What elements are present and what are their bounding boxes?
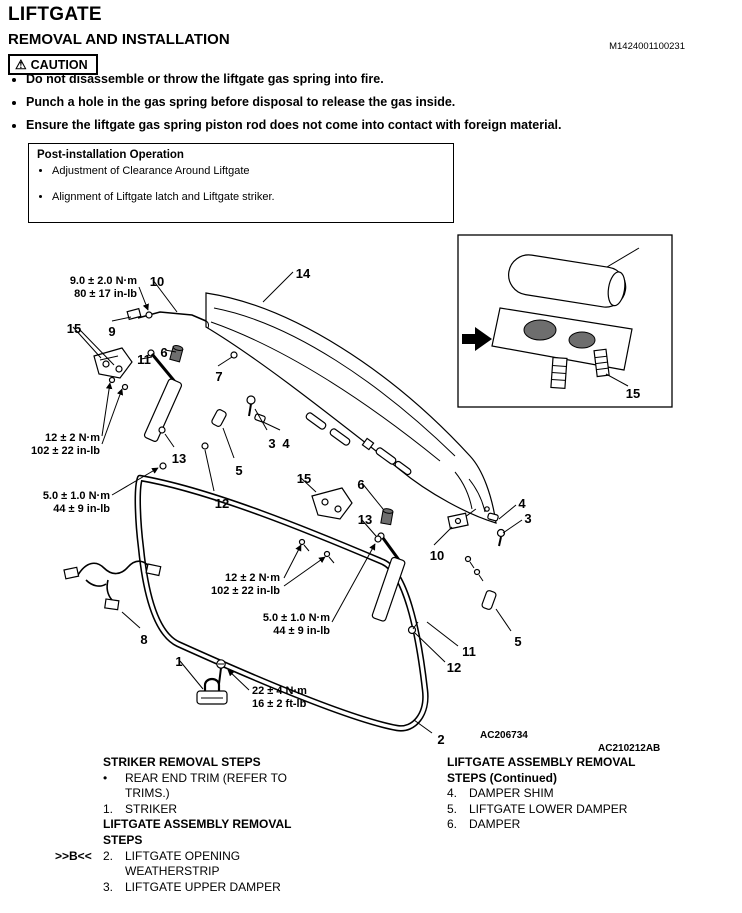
- step-marker: 2.: [103, 848, 114, 863]
- callout-6: 6: [160, 345, 168, 360]
- figure-code: AC206734: [480, 730, 528, 741]
- step-tag: [55, 802, 103, 818]
- exploded-diagram: [0, 228, 742, 756]
- upper-damper-parts: [247, 396, 266, 423]
- callout-15-inset: 15: [625, 386, 641, 401]
- callout-5: 5: [514, 634, 522, 649]
- callout-14: 14: [295, 266, 311, 281]
- inset-detail-box: [458, 235, 672, 407]
- lower-damper-right: [481, 590, 497, 610]
- callout-2: 2: [437, 732, 445, 747]
- striker-steps-title: STRIKER REMOVAL STEPS: [103, 755, 261, 769]
- caution-item: • Ensure the liftgate gas spring piston rod does not come into contact with foreign material.: [26, 118, 736, 132]
- torque-label: 80 ± 17 in-lb: [74, 288, 137, 300]
- step-text: DAMPER SHIM: [469, 786, 554, 801]
- doc-code: M1424001100231: [609, 41, 685, 52]
- hinge-upper: [94, 348, 132, 390]
- torque-label: 5.0 ± 1.0 N·m: [42, 490, 110, 502]
- step-item: [55, 802, 360, 818]
- callout-4: 4: [282, 436, 290, 451]
- step-tag: >>B<<: [55, 848, 92, 863]
- striker-assembly: [197, 660, 227, 704]
- caution-item: • Punch a hole in the gas spring before disposal to release the gas inside.: [26, 95, 736, 109]
- step-item: [447, 786, 665, 802]
- step-tag: [55, 771, 103, 802]
- step-text: LIFTGATE LOWER DAMPER: [469, 801, 628, 816]
- section-title: REMOVAL AND INSTALLATION: [8, 31, 230, 48]
- latch-stud: [594, 349, 609, 376]
- callout-7: 7: [215, 369, 223, 384]
- torque-label: 5.0 ± 1.0 N·m: [262, 612, 330, 624]
- reference-code: AC210212AB: [598, 743, 661, 754]
- torque-label: 102 ± 22 in-lb: [30, 445, 100, 457]
- post-installation-item: • Adjustment of Clearance Around Liftgate: [52, 165, 445, 177]
- callout-11: 11: [462, 644, 476, 659]
- assembly-steps-continued-title: LIFTGATE ASSEMBLY REMOVAL STEPS (Continued): [447, 755, 636, 785]
- warning-triangle-icon: ⚠: [15, 57, 27, 72]
- lock-rod: [127, 309, 208, 328]
- callout-13: 13: [357, 512, 373, 527]
- callout-11: 11: [137, 352, 151, 367]
- damper-upper: [170, 345, 184, 362]
- assembly-steps-title: LIFTGATE ASSEMBLY REMOVAL STEPS: [103, 817, 292, 847]
- step-item: [55, 880, 360, 896]
- latch-boss: [524, 320, 556, 340]
- step-marker: 6.: [447, 817, 458, 832]
- latch-part: [448, 509, 505, 581]
- step-text: REAR END TRIM (REFER TO TRIMS.): [125, 770, 288, 801]
- step-tag: [55, 880, 103, 896]
- step-item: [447, 802, 665, 818]
- callout-12: 12: [214, 496, 230, 511]
- callout-10: 10: [429, 548, 445, 563]
- callout-6: 6: [357, 477, 365, 492]
- latch-stud: [551, 358, 567, 389]
- lower-damper-left: [211, 409, 227, 428]
- step-marker: 5.: [447, 801, 458, 816]
- torque-label: 44 ± 9 in-lb: [273, 625, 330, 637]
- callout-10: 10: [149, 274, 165, 289]
- step-text: STRIKER: [125, 801, 178, 816]
- torque-label: 16 ± 2 ft-lb: [252, 698, 307, 710]
- torque-label: 102 ± 22 in-lb: [210, 585, 280, 597]
- post-installation-box: [28, 143, 454, 223]
- callout-15: 15: [296, 471, 312, 486]
- step-marker: •: [103, 770, 108, 785]
- torque-label: 44 ± 9 in-lb: [53, 503, 110, 515]
- post-installation-title: Post-installation Operation: [37, 149, 184, 161]
- step-item: [447, 817, 665, 833]
- callout-1: 1: [175, 654, 183, 669]
- callout-3: 3: [524, 511, 532, 526]
- latch-boss: [569, 332, 595, 348]
- caution-item: • Do not disassemble or throw the liftgate gas spring into fire.: [26, 72, 736, 86]
- step-text: DAMPER: [469, 817, 521, 832]
- step-marker: 3.: [103, 879, 114, 894]
- callout-15: 15: [66, 321, 82, 336]
- post-installation-item: • Alignment of Liftgate latch and Liftgate striker.: [52, 191, 445, 203]
- caution-list: [12, 72, 736, 141]
- torque-label: 9.0 ± 2.0 N·m: [69, 275, 137, 287]
- step-text: LIFTGATE OPENING WEATHERSTRIP: [125, 848, 241, 879]
- step-text: LIFTGATE UPPER DAMPER: [125, 879, 281, 894]
- hinge-lower: [300, 488, 353, 563]
- callout-3: 3: [268, 436, 276, 451]
- callout-5: 5: [235, 463, 243, 478]
- torque-label: 12 ± 2 N·m: [45, 432, 100, 444]
- step-marker: 4.: [447, 786, 458, 801]
- callout-12: 12: [446, 660, 462, 675]
- torque-label: 12 ± 2 N·m: [225, 572, 280, 584]
- callout-8: 8: [140, 632, 148, 647]
- callout-9: 9: [108, 324, 116, 339]
- removal-steps-right: [447, 755, 665, 833]
- step-marker: 1.: [103, 801, 114, 816]
- damper-lower: [381, 508, 393, 525]
- step-item: [55, 849, 360, 880]
- callout-4: 4: [518, 496, 526, 511]
- caution-label: CAUTION: [30, 57, 88, 72]
- page-title: LIFTGATE: [8, 4, 102, 25]
- torque-label: 22 ± 4 N·m: [252, 685, 307, 697]
- removal-steps-left: [55, 755, 360, 895]
- callout-13: 13: [171, 451, 187, 466]
- step-item: [55, 771, 360, 802]
